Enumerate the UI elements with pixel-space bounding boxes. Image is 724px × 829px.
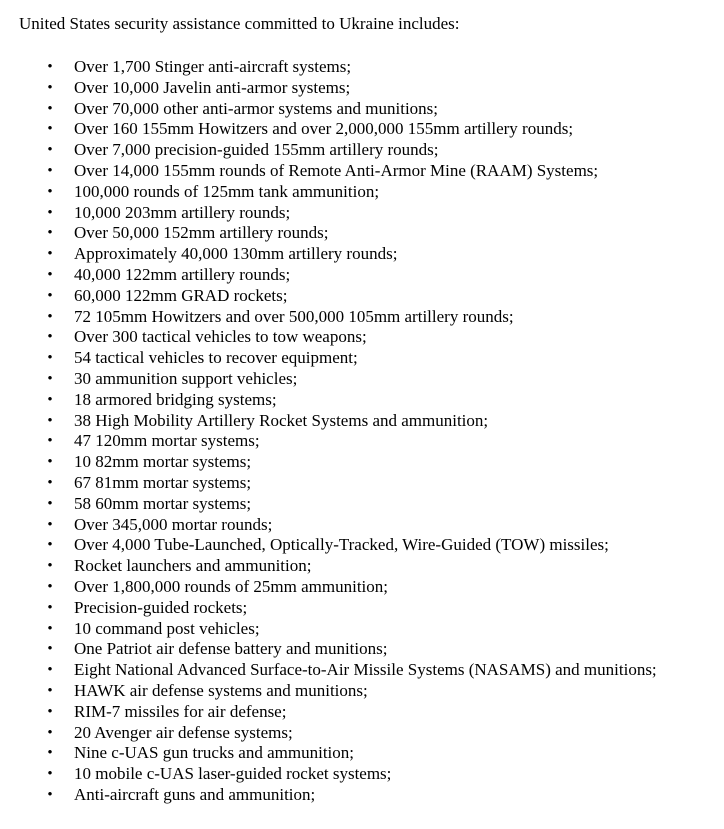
bullet-icon: • xyxy=(47,474,53,491)
bullet-icon: • xyxy=(47,786,53,803)
bullet-icon: • xyxy=(47,329,53,346)
bullet-icon: • xyxy=(47,225,53,242)
bullet-icon: • xyxy=(47,558,53,575)
bullet-icon: • xyxy=(47,59,53,75)
bullet-icon: • xyxy=(47,454,53,471)
list-item-text: Over 14,000 155mm rounds of Remote Anti-Armor Mine (RAAM) Systems; xyxy=(74,160,599,180)
list-item-text: 10,000 203mm artillery rounds; xyxy=(74,202,291,222)
bullet-icon: • xyxy=(47,121,53,138)
list-item-text: 10 command post vehicles; xyxy=(74,618,260,638)
bullet-icon: • xyxy=(47,246,53,263)
list-item-text: 47 120mm mortar systems; xyxy=(74,431,260,451)
list-item-text: 100,000 rounds of 125mm tank ammunition; xyxy=(74,181,380,201)
list-item-text: 58 60mm mortar systems; xyxy=(74,493,252,513)
list-item-text: Anti-aircraft guns and ammunition; xyxy=(74,784,316,804)
bullet-icon: • xyxy=(47,620,53,637)
list-item-text: Approximately 40,000 130mm artillery rounds; xyxy=(74,244,398,264)
bullet-icon: • xyxy=(47,662,53,679)
bullet-icon: • xyxy=(47,391,53,408)
bullet-icon: • xyxy=(47,599,53,616)
bullet-icon: • xyxy=(47,183,53,200)
bullet-icon: • xyxy=(47,308,53,325)
list-item-text: 38 High Mobility Artillery Rocket Systems and ammunition; xyxy=(74,410,489,430)
bullet-icon: • xyxy=(47,162,53,179)
list-item-text: 20 Avenger air defense systems; xyxy=(74,722,293,742)
list-item-text: Nine c-UAS gun trucks and ammunition; xyxy=(74,743,354,763)
list-item-text: Eight National Advanced Surface-to-Air Missile Systems (NASAMS) and munitions; xyxy=(74,660,657,680)
bullet-icon: • xyxy=(47,100,53,117)
list-item-text: Over 160 155mm Howitzers and over 2,000,000 155mm artillery rounds; xyxy=(74,119,574,139)
list-item-text: 10 mobile c-UAS laser-guided rocket systems; xyxy=(74,764,392,784)
list-item-text: Over 7,000 precision-guided 155mm artillery rounds; xyxy=(74,140,439,160)
bullet-icon: • xyxy=(47,516,53,533)
list-item-text: Rocket launchers and ammunition; xyxy=(74,556,312,576)
list-item-text: Over 50,000 152mm artillery rounds; xyxy=(74,223,329,243)
bullet-icon: • xyxy=(47,204,53,221)
list-item-text: 18 armored bridging systems; xyxy=(74,389,277,409)
list-item-text: HAWK air defense systems and munitions; xyxy=(74,680,368,700)
list-item-text: Over 300 tactical vehicles to tow weapons; xyxy=(74,327,367,347)
list-item-text: 10 82mm mortar systems; xyxy=(74,452,252,472)
bullet-icon: • xyxy=(47,745,53,762)
list-item-text: RIM-7 missiles for air defense; xyxy=(74,701,287,721)
bullet-icon: • xyxy=(47,766,53,783)
bullet-icon: • xyxy=(47,641,53,658)
list-item-text: 40,000 122mm artillery rounds; xyxy=(74,264,291,284)
bullet-icon: • xyxy=(47,433,53,450)
bullet-icon: • xyxy=(47,142,53,159)
list-item-text: Over 1,800,000 rounds of 25mm ammunition; xyxy=(74,576,389,596)
bullet-icon: • xyxy=(47,266,53,283)
bullet-icon: • xyxy=(47,412,53,429)
list-item-text: One Patriot air defense battery and munitions; xyxy=(74,639,388,659)
list-item-text: Over 70,000 other anti-armor systems and munitions; xyxy=(74,98,439,118)
list-item-text: Over 10,000 Javelin anti-armor systems; xyxy=(74,77,351,97)
list-item-text: Over 345,000 mortar rounds; xyxy=(74,514,273,534)
list-item-text: 54 tactical vehicles to recover equipment; xyxy=(74,348,358,368)
bullet-icon: • xyxy=(47,350,53,367)
intro-paragraph: United States security assistance committed to Ukraine includes: xyxy=(19,14,460,33)
list-item-text: Over 1,700 Stinger anti-aircraft systems; xyxy=(74,57,352,76)
bullet-icon: • xyxy=(47,724,53,741)
list-item-text: 30 ammunition support vehicles; xyxy=(74,368,298,388)
bullet-icon: • xyxy=(47,287,53,304)
bullet-icon: • xyxy=(47,682,53,699)
list-item-text: 67 81mm mortar systems; xyxy=(74,472,252,492)
list-item-text: 60,000 122mm GRAD rockets; xyxy=(74,285,288,305)
list-item-text: Over 4,000 Tube-Launched, Optically-Tracked, Wire-Guided (TOW) missiles; xyxy=(74,535,609,555)
bullet-icon: • xyxy=(47,578,53,595)
list-item-text: Precision-guided rockets; xyxy=(74,597,248,617)
bullet-icon: • xyxy=(47,79,53,96)
bullet-icon: • xyxy=(47,495,53,512)
bullet-icon: • xyxy=(47,537,53,554)
bullet-icon: • xyxy=(47,370,53,387)
list-item-text: 72 105mm Howitzers and over 500,000 105mm artillery rounds; xyxy=(74,306,514,326)
bullet-icon: • xyxy=(47,703,53,720)
